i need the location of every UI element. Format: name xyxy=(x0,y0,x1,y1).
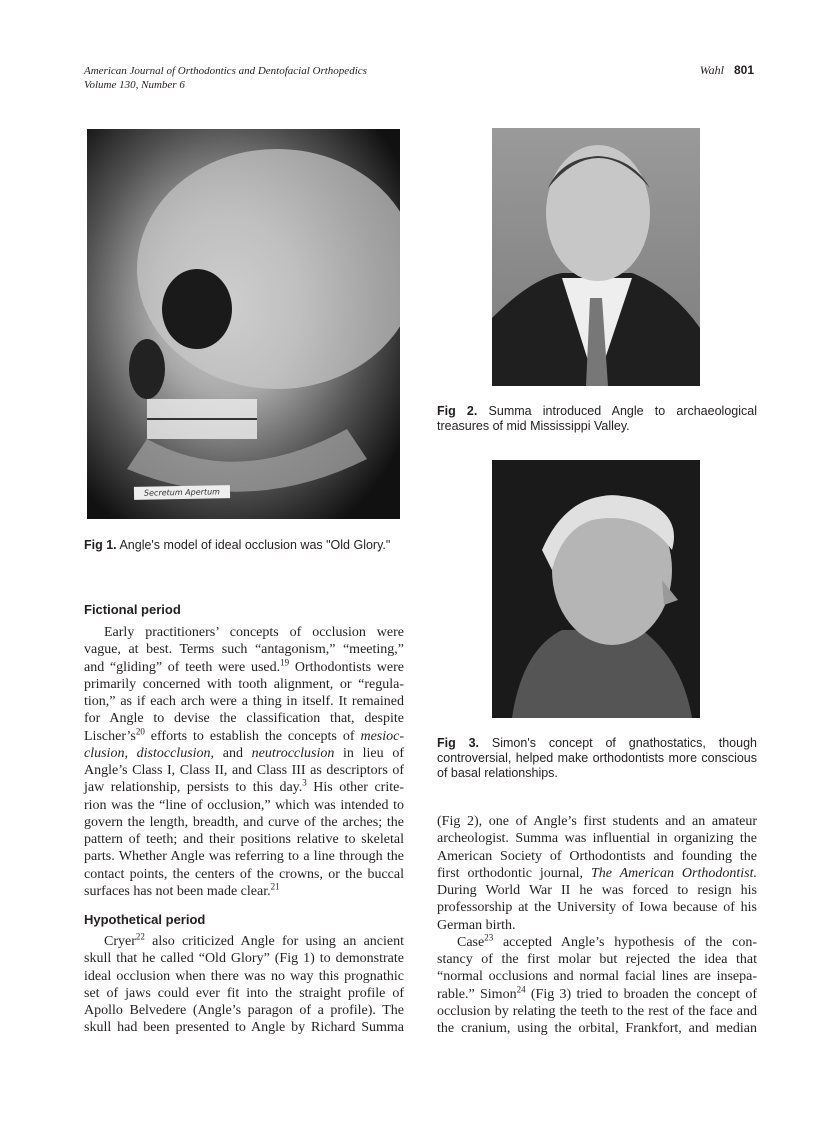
text-segment: parts. Whether Angle was referring to a line through the xyxy=(84,849,404,865)
text-segment: neutrocclusion xyxy=(251,745,335,761)
text-segment: (Fig 2), one of Angle’s first students and an amateur xyxy=(437,814,757,829)
page-header-right xyxy=(700,63,754,78)
text-line xyxy=(84,985,404,1002)
page-number: 801 xyxy=(733,63,754,77)
body-text-right-column xyxy=(437,813,757,1037)
text-line xyxy=(437,951,757,968)
figure-label: Fig 3. xyxy=(437,736,480,750)
text-segment: the cranium, using the orbital, Frankfort, and median xyxy=(437,1021,757,1036)
text-segment: occlusion by relating the teeth to the rest of the face and xyxy=(437,1003,757,1019)
text-line xyxy=(84,725,404,745)
text-segment: professorship at the University of Iowa because of his xyxy=(437,900,757,916)
text-line xyxy=(84,676,404,693)
text-line xyxy=(437,983,757,1003)
text-line xyxy=(84,762,404,779)
figure-1-skull-image xyxy=(87,129,400,519)
text-segment: archeologist. Summa was influential in organizing the xyxy=(437,831,757,847)
text-line xyxy=(437,1003,757,1020)
body-text-hypothetical xyxy=(84,933,404,1037)
text-segment: and “gliding” of teeth were used. xyxy=(84,659,281,675)
text-segment: ideal occlusion when there was no way this prognathic xyxy=(84,968,404,984)
text-segment: pattern of teeth; and their positions relative to skeletal xyxy=(84,832,404,847)
text-line xyxy=(84,641,404,658)
text-segment: accepted Angle’s hypothesis of the con- xyxy=(493,934,757,950)
text-segment: skull had been presented to Angle by Richard Summa xyxy=(84,1020,404,1036)
text-segment: primarily concerned with tooth alignment, or “regula- xyxy=(84,676,404,692)
text-segment: govern the length, breadth, and curve of the arches; the xyxy=(84,814,404,830)
text-segment: German birth. xyxy=(437,917,516,933)
text-line xyxy=(437,968,757,985)
text-segment: efforts to establish the concepts of xyxy=(144,728,361,744)
text-line xyxy=(84,950,404,967)
text-line xyxy=(437,813,757,830)
citation-superscript: 19 xyxy=(280,656,290,667)
text-segment: The American Orthodontist. xyxy=(590,865,757,881)
citation-superscript: 22 xyxy=(135,931,145,942)
text-segment: Angle’s Class I, Class II, and Class III as descriptors of xyxy=(84,763,404,778)
text-segment: rion was the “line of occlusion,” which was intended to xyxy=(84,797,404,813)
citation-superscript: 20 xyxy=(135,725,145,736)
text-line xyxy=(84,1002,404,1019)
text-segment: and xyxy=(214,745,252,761)
section-heading-hypothetical: Hypothetical period xyxy=(84,912,206,927)
figure-2-caption xyxy=(437,404,757,434)
text-segment: Apollo Belvedere (Angle’s paragon of a profile). The xyxy=(84,1003,404,1018)
text-line xyxy=(437,848,757,865)
text-segment: jaw relationship, persists to this day. xyxy=(84,780,303,796)
section-heading-fictional: Fictional period xyxy=(84,602,181,617)
figure-3-caption xyxy=(437,736,757,781)
text-segment: mesioc- xyxy=(360,728,404,744)
citation-superscript: 21 xyxy=(270,881,280,892)
skull-label: Secretum Apertum xyxy=(134,485,230,500)
author-name: Wahl xyxy=(699,63,724,77)
skull-illustration xyxy=(87,129,400,519)
citation-superscript: 3 xyxy=(302,777,307,788)
journal-title: American Journal of Orthodontics and Dentofacial Orthopedics xyxy=(84,65,367,77)
figure-2-portrait-summa xyxy=(492,128,700,386)
running-header xyxy=(84,64,367,92)
text-segment: set of jaws could ever fit into the straight profile of xyxy=(84,985,404,1001)
body-text-fictional xyxy=(84,624,404,900)
text-segment: skull that he called “Old Glory” (Fig 1) to demonstrate xyxy=(84,951,404,967)
figure-3-portrait-simon xyxy=(492,460,700,718)
text-line xyxy=(84,710,404,727)
text-line xyxy=(84,797,404,814)
caption-text: Summa introduced Angle to archaeological treasures of mid Mississippi Valley. xyxy=(437,404,757,433)
text-line xyxy=(437,934,757,951)
journal-volume: Volume 130, Number 6 xyxy=(84,79,185,91)
text-segment: “normal occlusions and normal facial lines are insepa- xyxy=(437,969,757,985)
text-segment: for Angle to devise the classification that, despite xyxy=(84,711,404,727)
citation-superscript: 24 xyxy=(516,983,526,994)
text-segment: stancy of the first molar but rejected the idea that xyxy=(437,952,757,967)
text-segment: Orthodontists were xyxy=(289,659,404,675)
text-segment: rable.” Simon xyxy=(437,986,517,1002)
text-segment: contact points, the centers of the crowns, or the buccal xyxy=(84,866,404,882)
portrait-illustration xyxy=(492,128,700,386)
text-line xyxy=(84,779,404,796)
text-segment: Case xyxy=(457,934,485,950)
text-segment: vague, at best. Terms such “antagonism,” “meeting,” xyxy=(84,642,404,658)
text-line xyxy=(84,656,404,676)
text-segment: Lischer’s xyxy=(84,728,136,744)
caption-text: Angle's model of ideal occlusion was "Old Glory." xyxy=(119,538,391,552)
citation-superscript: 23 xyxy=(484,932,494,943)
text-segment: first orthodontic journal, xyxy=(437,865,591,881)
text-segment: clusion, distocclusion, xyxy=(84,745,215,761)
text-line xyxy=(84,1019,404,1036)
text-line xyxy=(437,882,757,899)
caption-text: Simon's concept of gnathostatics, though controversial, helped make orthodontists more conscious of basal relationships. xyxy=(437,736,757,780)
text-line xyxy=(84,814,404,831)
text-segment: also criticized Angle for using an ancient xyxy=(144,934,404,949)
text-segment: tion,” as if each arch were a thing in itself. It remained xyxy=(84,694,404,709)
figure-label: Fig 1. xyxy=(84,538,117,552)
text-segment: During World War II he was forced to resign his xyxy=(437,883,757,898)
text-line xyxy=(84,693,404,710)
text-segment: Cryer xyxy=(104,934,136,949)
text-segment: American Society of Orthodontists and founding the xyxy=(437,848,757,864)
portrait-illustration xyxy=(492,460,700,718)
figure-label: Fig 2. xyxy=(437,404,478,418)
text-line xyxy=(84,831,404,848)
text-line xyxy=(437,830,757,847)
text-segment: (Fig 3) tried to broaden the concept of xyxy=(525,986,757,1002)
text-line xyxy=(84,883,404,900)
text-line xyxy=(84,848,404,865)
text-line xyxy=(437,865,757,882)
text-line xyxy=(437,899,757,916)
text-line xyxy=(437,1020,757,1037)
figure-1-caption xyxy=(84,538,404,553)
text-segment: in lieu of xyxy=(334,745,404,761)
text-line xyxy=(84,866,404,883)
text-segment: His other crite- xyxy=(306,780,405,796)
text-line xyxy=(84,624,404,641)
text-segment: surfaces has not been made clear. xyxy=(84,883,271,899)
text-line xyxy=(84,933,404,950)
text-line xyxy=(84,745,404,762)
text-line xyxy=(84,968,404,985)
text-segment: Early practitioners’ concepts of occlusion were xyxy=(104,625,404,640)
